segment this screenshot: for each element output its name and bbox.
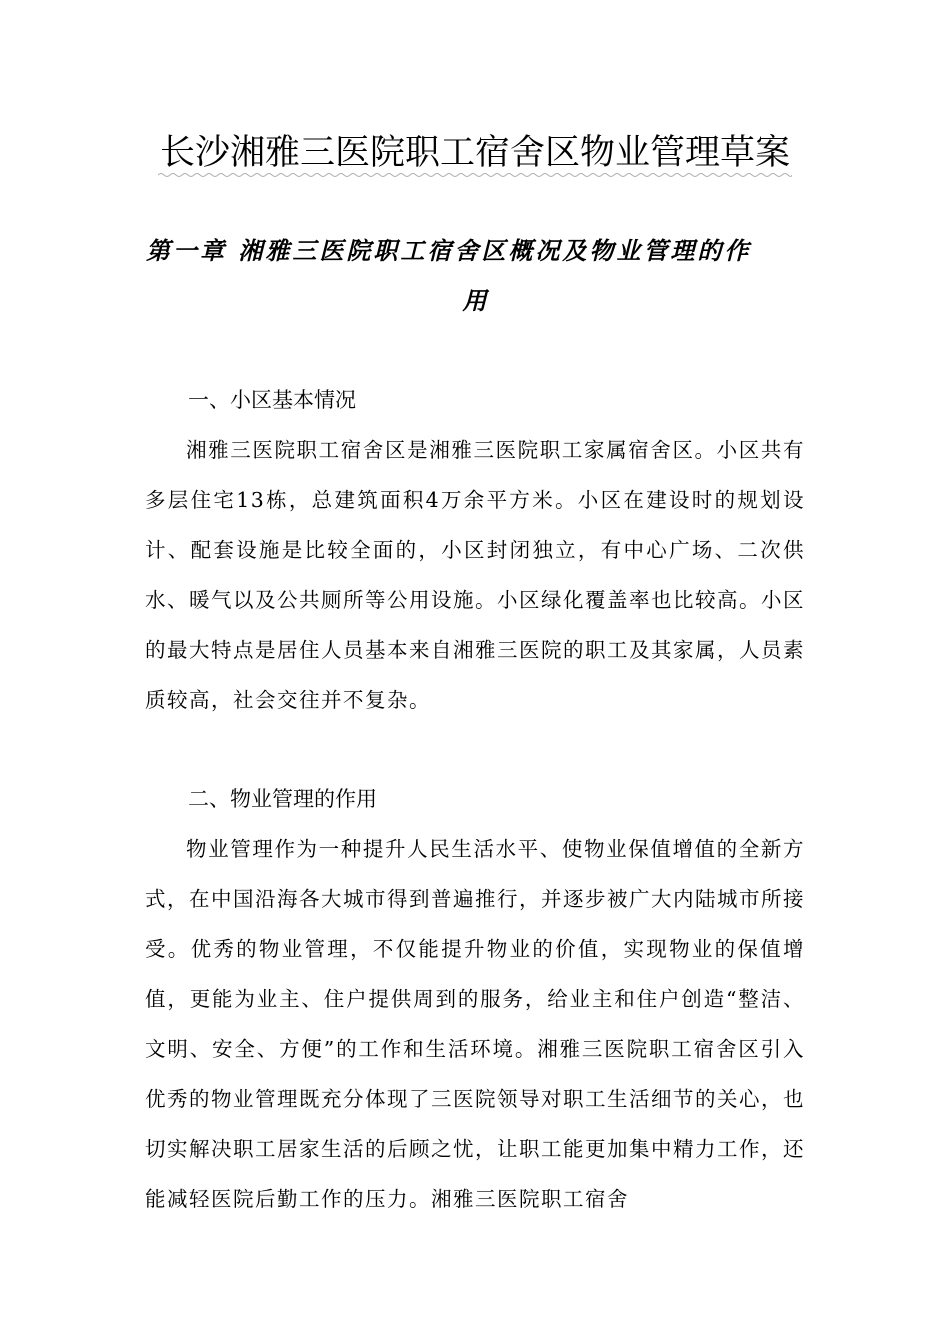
- chapter-title-line1: 第一章 湘雅三医院职工宿舍区概况及物业管理的作: [146, 236, 752, 265]
- chapter-title: [146, 226, 806, 326]
- spellcheck-underline: [158, 172, 792, 178]
- chapter-title-line2: 用: [462, 286, 490, 315]
- paragraph-basic-info: 湘雅三医院职工宿舍区是湘雅三医院职工家属宿舍区。小区共有多层住宅13栋，总建筑面积4万余平方米。小区在建设时的规划设计、配套设施是比较全面的，小区封闭独立，有中心广场、二次供水、暖气以及公共厕所等公用设施。小区绿化覆盖率也比较高。小区的最大特点是居住人员基本来自湘雅三医院的职工及其家属，人员素质较高，社会交往并不复杂。: [145, 438, 805, 712]
- paragraph-management-role: 物业管理作为一种提升人民生活水平、使物业保值增值的全新方式，在中国沿海各大城市得到普遍推行，并逐步被广大内陆城市所接受。优秀的物业管理，不仅能提升物业的价值，实现物业的保值增值，更能为业主、住户提供周到的服务，给业主和住户创造“整洁、文明、安全、方便”的工作和生活环境。湘雅三医院职工宿舍区引入优秀的物业管理既充分体现了三医院领导对职工生活细节的关心，也切实解决职工居家生活的后顾之忧，让职工能更加集中精力工作，还能减轻医院后勤工作的压力。湘雅三医院职工宿舍: [145, 837, 805, 1211]
- section-heading-management-role: 二、物业管理的作用: [188, 787, 377, 811]
- document-title: 长沙湘雅三医院职工宿舍区物业管理草案: [159, 133, 790, 173]
- section-heading-basic-info: 一、小区基本情况: [188, 388, 356, 412]
